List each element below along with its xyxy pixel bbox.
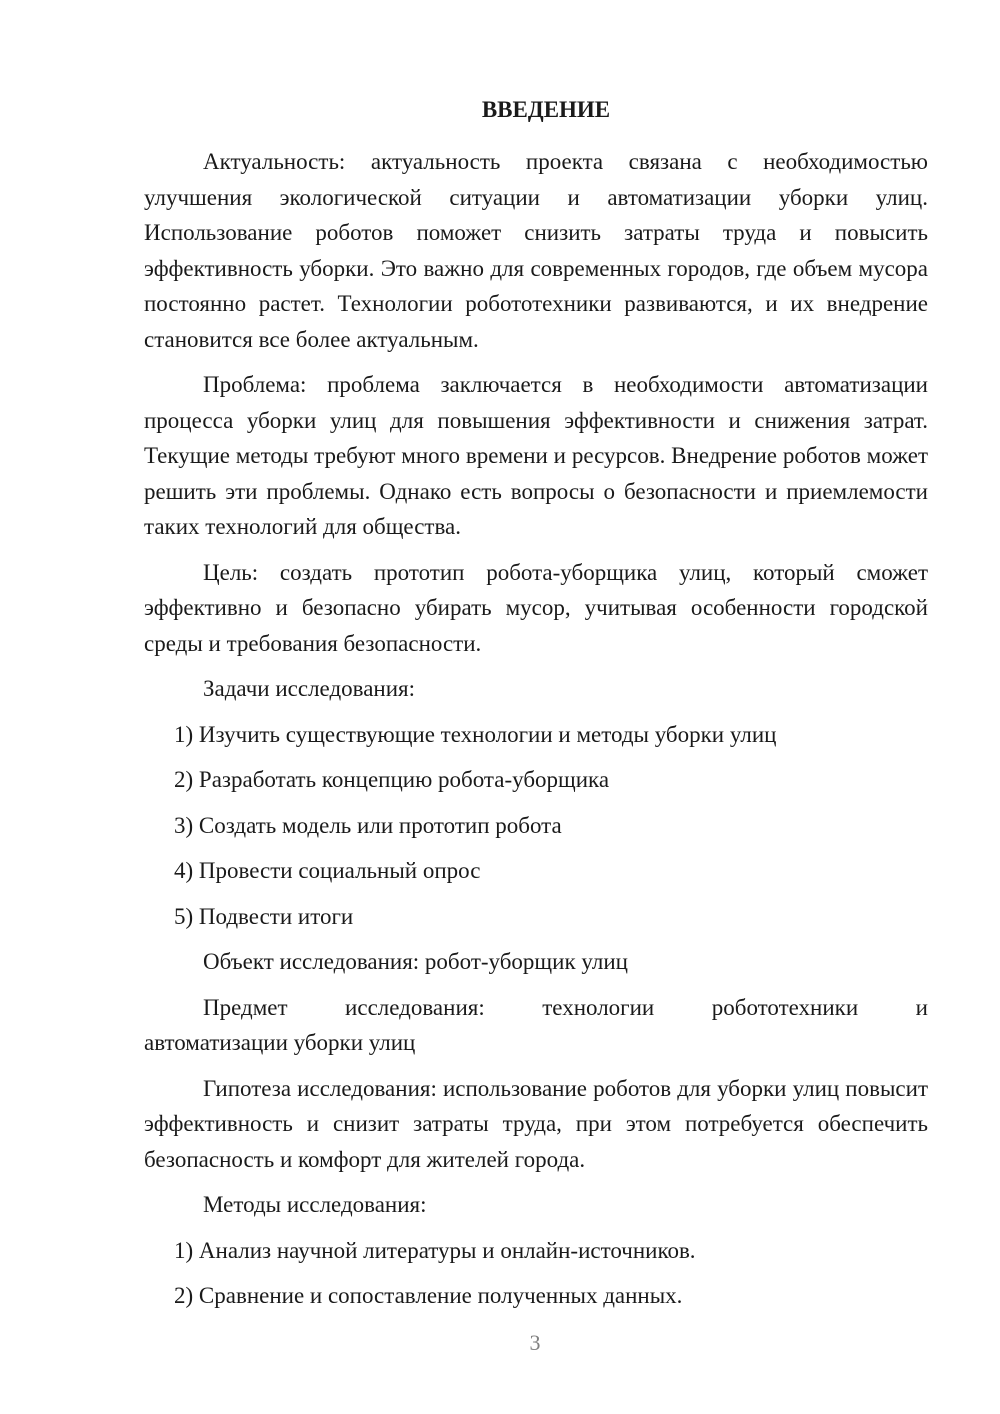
- hypothesis-paragraph: Гипотеза исследования: использование роботов для уборки улиц повысит эффективность и снизит затраты труда, при этом потребуется обеспечить безопасность и комфорт для жителей города.: [144, 1075, 928, 1172]
- section-heading: ВВЕДЕНИЕ: [481, 97, 611, 122]
- problem-paragraph: Проблема: проблема заключается в необходимости автоматизации процесса уборки улиц для повышения эффективности и снижения затрат. Текущие методы требуют много времени и ресурсов. Внедрение роботов может решить эти проблемы. Однако есть вопросы о безопасности и приемлемости таких технологий для общества.: [144, 372, 928, 539]
- methods-list: [144, 1233, 928, 1314]
- list-item: 5) Подвести итоги: [174, 903, 354, 929]
- list-item: 1) Изучить существующие технологии и методы уборки улиц: [174, 721, 777, 747]
- methods-label: Методы исследования:: [203, 1192, 427, 1217]
- page-content: [144, 96, 928, 1324]
- list-item: 2) Разработать концепцию робота-уборщика: [174, 767, 610, 792]
- page-number: 3: [529, 1330, 541, 1355]
- subject-paragraph-line1: Предмет исследования: технологии робототехники и: [203, 994, 928, 1020]
- goal-paragraph: Цель: создать прототип робота-уборщика улиц, который сможет эффективно и безопасно убирать мусор, учитывая особенности городской среды и требования безопасности.: [144, 559, 928, 656]
- list-item: 1) Анализ научной литературы и онлайн-источников.: [174, 1237, 696, 1263]
- relevance-paragraph: Актуальность: актуальность проекта связана с необходимостью улучшения экологической ситуации и автоматизации уборки улиц. Использование роботов поможет снизить затраты труда и повысить эффективность уборки. Это важно для современных городов, где объем мусора постоянно растет. Технологии робототехники развиваются, и их внедрение становится все более актуальным.: [144, 149, 928, 352]
- tasks-label: Задачи исследования:: [203, 676, 416, 701]
- list-item: 4) Провести социальный опрос: [174, 858, 481, 883]
- subject-paragraph-line2: автоматизации уборки улиц: [144, 1030, 416, 1055]
- tasks-list: [144, 717, 928, 935]
- list-item: 3) Создать модель или прототип робота: [174, 812, 562, 838]
- object-paragraph: Объект исследования: робот-уборщик улиц: [203, 949, 628, 974]
- list-item: 2) Сравнение и сопоставление полученных данных.: [174, 1283, 683, 1308]
